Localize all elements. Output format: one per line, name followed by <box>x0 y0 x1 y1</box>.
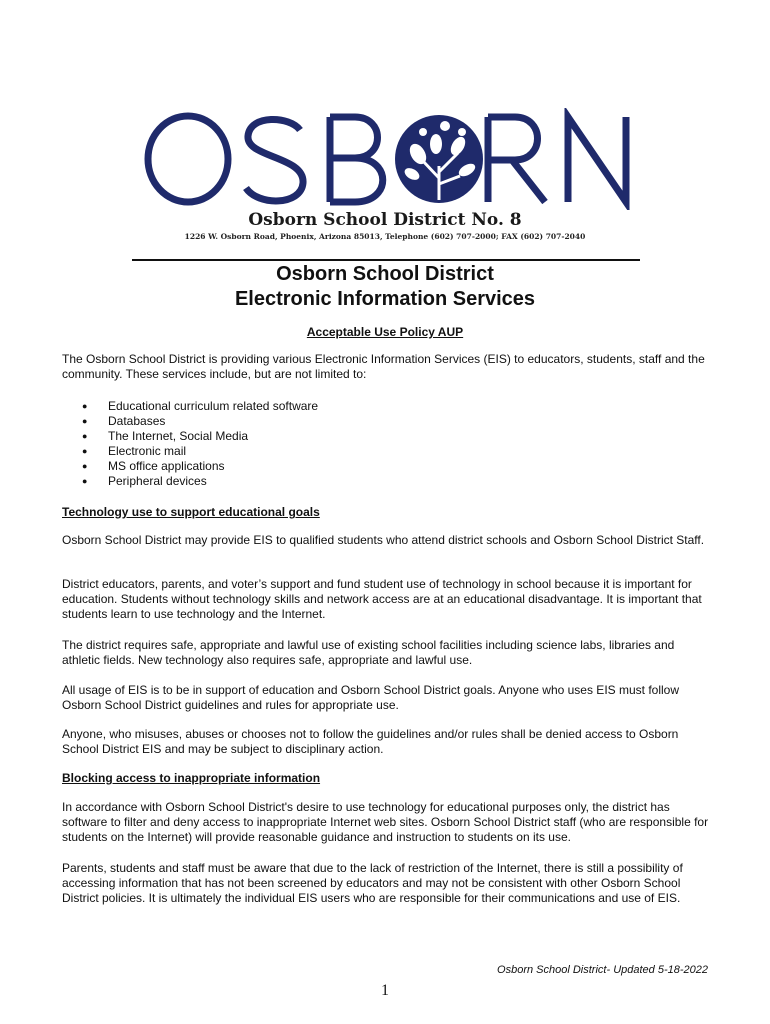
page-number: 1 <box>381 982 389 999</box>
section-heading-blocking: Blocking access to inappropriate information <box>62 771 321 785</box>
paragraph: Parents, students and staff must be aware that due to the lack of restriction of the Internet, there is still a possibility of accessing information that has not been screened by educators and may not be consistent with other Osborn School District policies. It is ultimately the individual EIS users who are responsible for their communications and use of EIS. <box>62 861 683 905</box>
header-divider <box>132 259 640 261</box>
paragraph: The district requires safe, appropriate and lawful use of existing school facilities including science labs, libraries and athletic fields. New technology also requires safe, appropriate and lawful use. <box>62 638 675 667</box>
district-address: 1226 W. Osborn Road, Phoenix, Arizona 85013, Telephone (602) 707-2000; FAX (602) 707-2040 <box>184 232 586 241</box>
paragraph: Anyone, who misuses, abuses or chooses not to follow the guidelines and/or rules shall be denied access to Osborn School District EIS and may be subject to disciplinary action. <box>62 727 679 756</box>
osborn-logo <box>140 108 640 210</box>
paragraph: In accordance with Osborn School District's desire to use technology for educational purposes only, the district has software to filter and deny access to inappropriate Internet web sites. Osborn School District staff (who are responsible for students on the Internet) will provide reasonable guidance and instruction to students on its use. <box>62 800 709 844</box>
tree-emblem-icon <box>395 115 483 203</box>
paragraph: District educators, parents, and voter’s support and fund student use of technology in school because it is important for education. Students without technology skills and network access are at an educational disadvantage. It is important that students learn to use technology and the Internet. <box>62 577 702 621</box>
list-item: ● Educational curriculum related software <box>80 399 318 414</box>
title-line-2: Electronic Information Services <box>234 288 536 310</box>
section-heading-technology: Technology use to support educational goals <box>62 505 320 519</box>
list-item: ● Databases <box>80 414 318 429</box>
document-subtitle: Acceptable Use Policy AUP <box>306 325 464 339</box>
services-list <box>80 399 318 489</box>
paragraph: Osborn School District may provide EIS to qualified students who attend district schools and Osborn School District Staff. <box>62 533 705 547</box>
document-title <box>0 262 770 312</box>
footer-updated-note: Osborn School District- Updated 5-18-2022 <box>497 964 708 976</box>
paragraph: All usage of EIS is to be in support of education and Osborn School District goals. Anyone who uses EIS must follow Osborn School District guidelines and rules for appropriate use. <box>62 683 680 712</box>
list-item: ● Electronic mail <box>80 444 318 459</box>
intro-paragraph: The Osborn School District is providing various Electronic Information Services (EIS) to educators, students, staff and the community. These services include, but are not limited to: <box>62 352 705 381</box>
list-item: ● MS office applications <box>80 459 318 474</box>
title-line-1: Osborn School District <box>276 263 494 285</box>
list-item: ● Peripheral devices <box>80 474 318 489</box>
list-item: ● The Internet, Social Media <box>80 429 318 444</box>
district-name: Osborn School District No. 8 <box>248 210 522 230</box>
